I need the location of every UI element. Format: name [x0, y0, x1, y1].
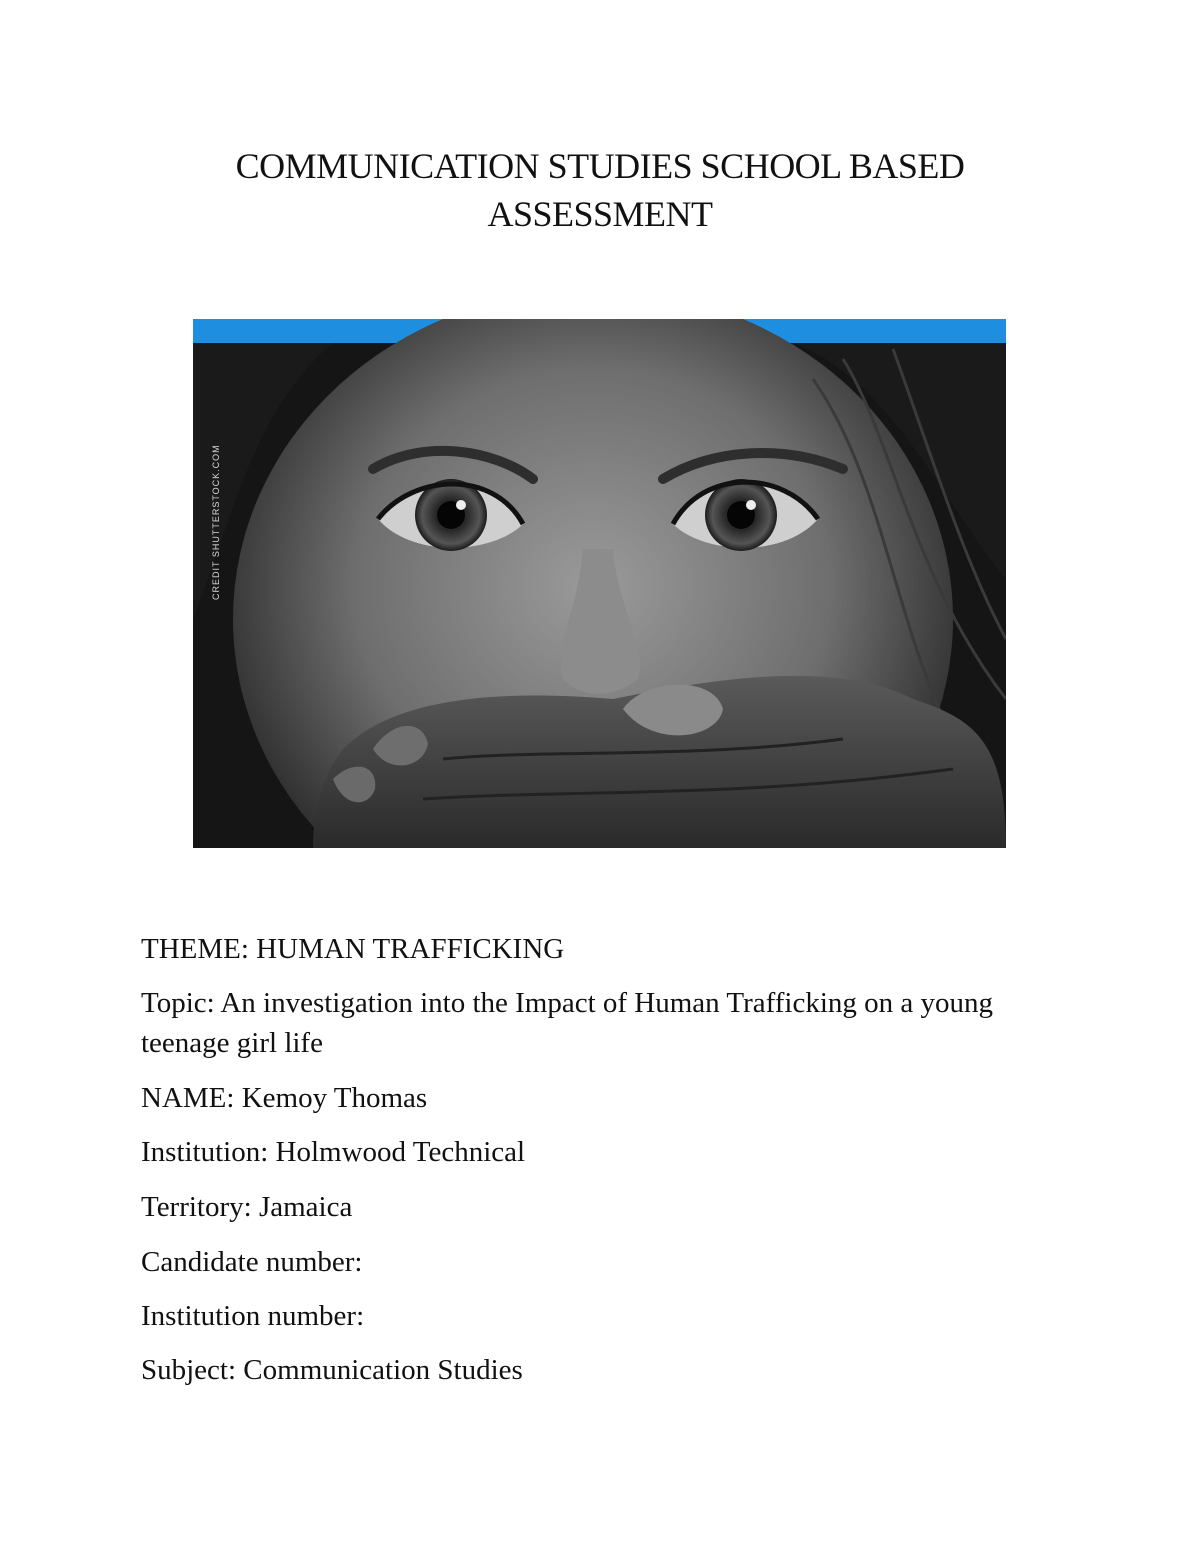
- subject-line: Subject: Communication Studies: [141, 1354, 523, 1386]
- candidate-number-line: Candidate number:: [141, 1246, 363, 1278]
- theme-line: THEME: HUMAN TRAFFICKING: [141, 933, 565, 965]
- photo-credit: CREDIT SHUTTERSTOCK.COM: [211, 444, 221, 600]
- institution-line: Institution: Holmwood Technical: [141, 1136, 526, 1168]
- cover-photo: [193, 319, 1006, 848]
- document-title: [0, 142, 1200, 238]
- cover-photo-illustration: [193, 319, 1006, 848]
- territory-line: Territory: Jamaica: [141, 1191, 353, 1223]
- title-line-2: ASSESSMENT: [487, 194, 713, 234]
- topic-line: Topic: An investigation into the Impact of Human Trafficking on a young teenage girl life: [141, 987, 994, 1059]
- name-line: NAME: Kemoy Thomas: [141, 1082, 428, 1114]
- title-line-1: COMMUNICATION STUDIES SCHOOL BASED: [235, 146, 965, 186]
- institution-number-line: Institution number:: [141, 1300, 365, 1332]
